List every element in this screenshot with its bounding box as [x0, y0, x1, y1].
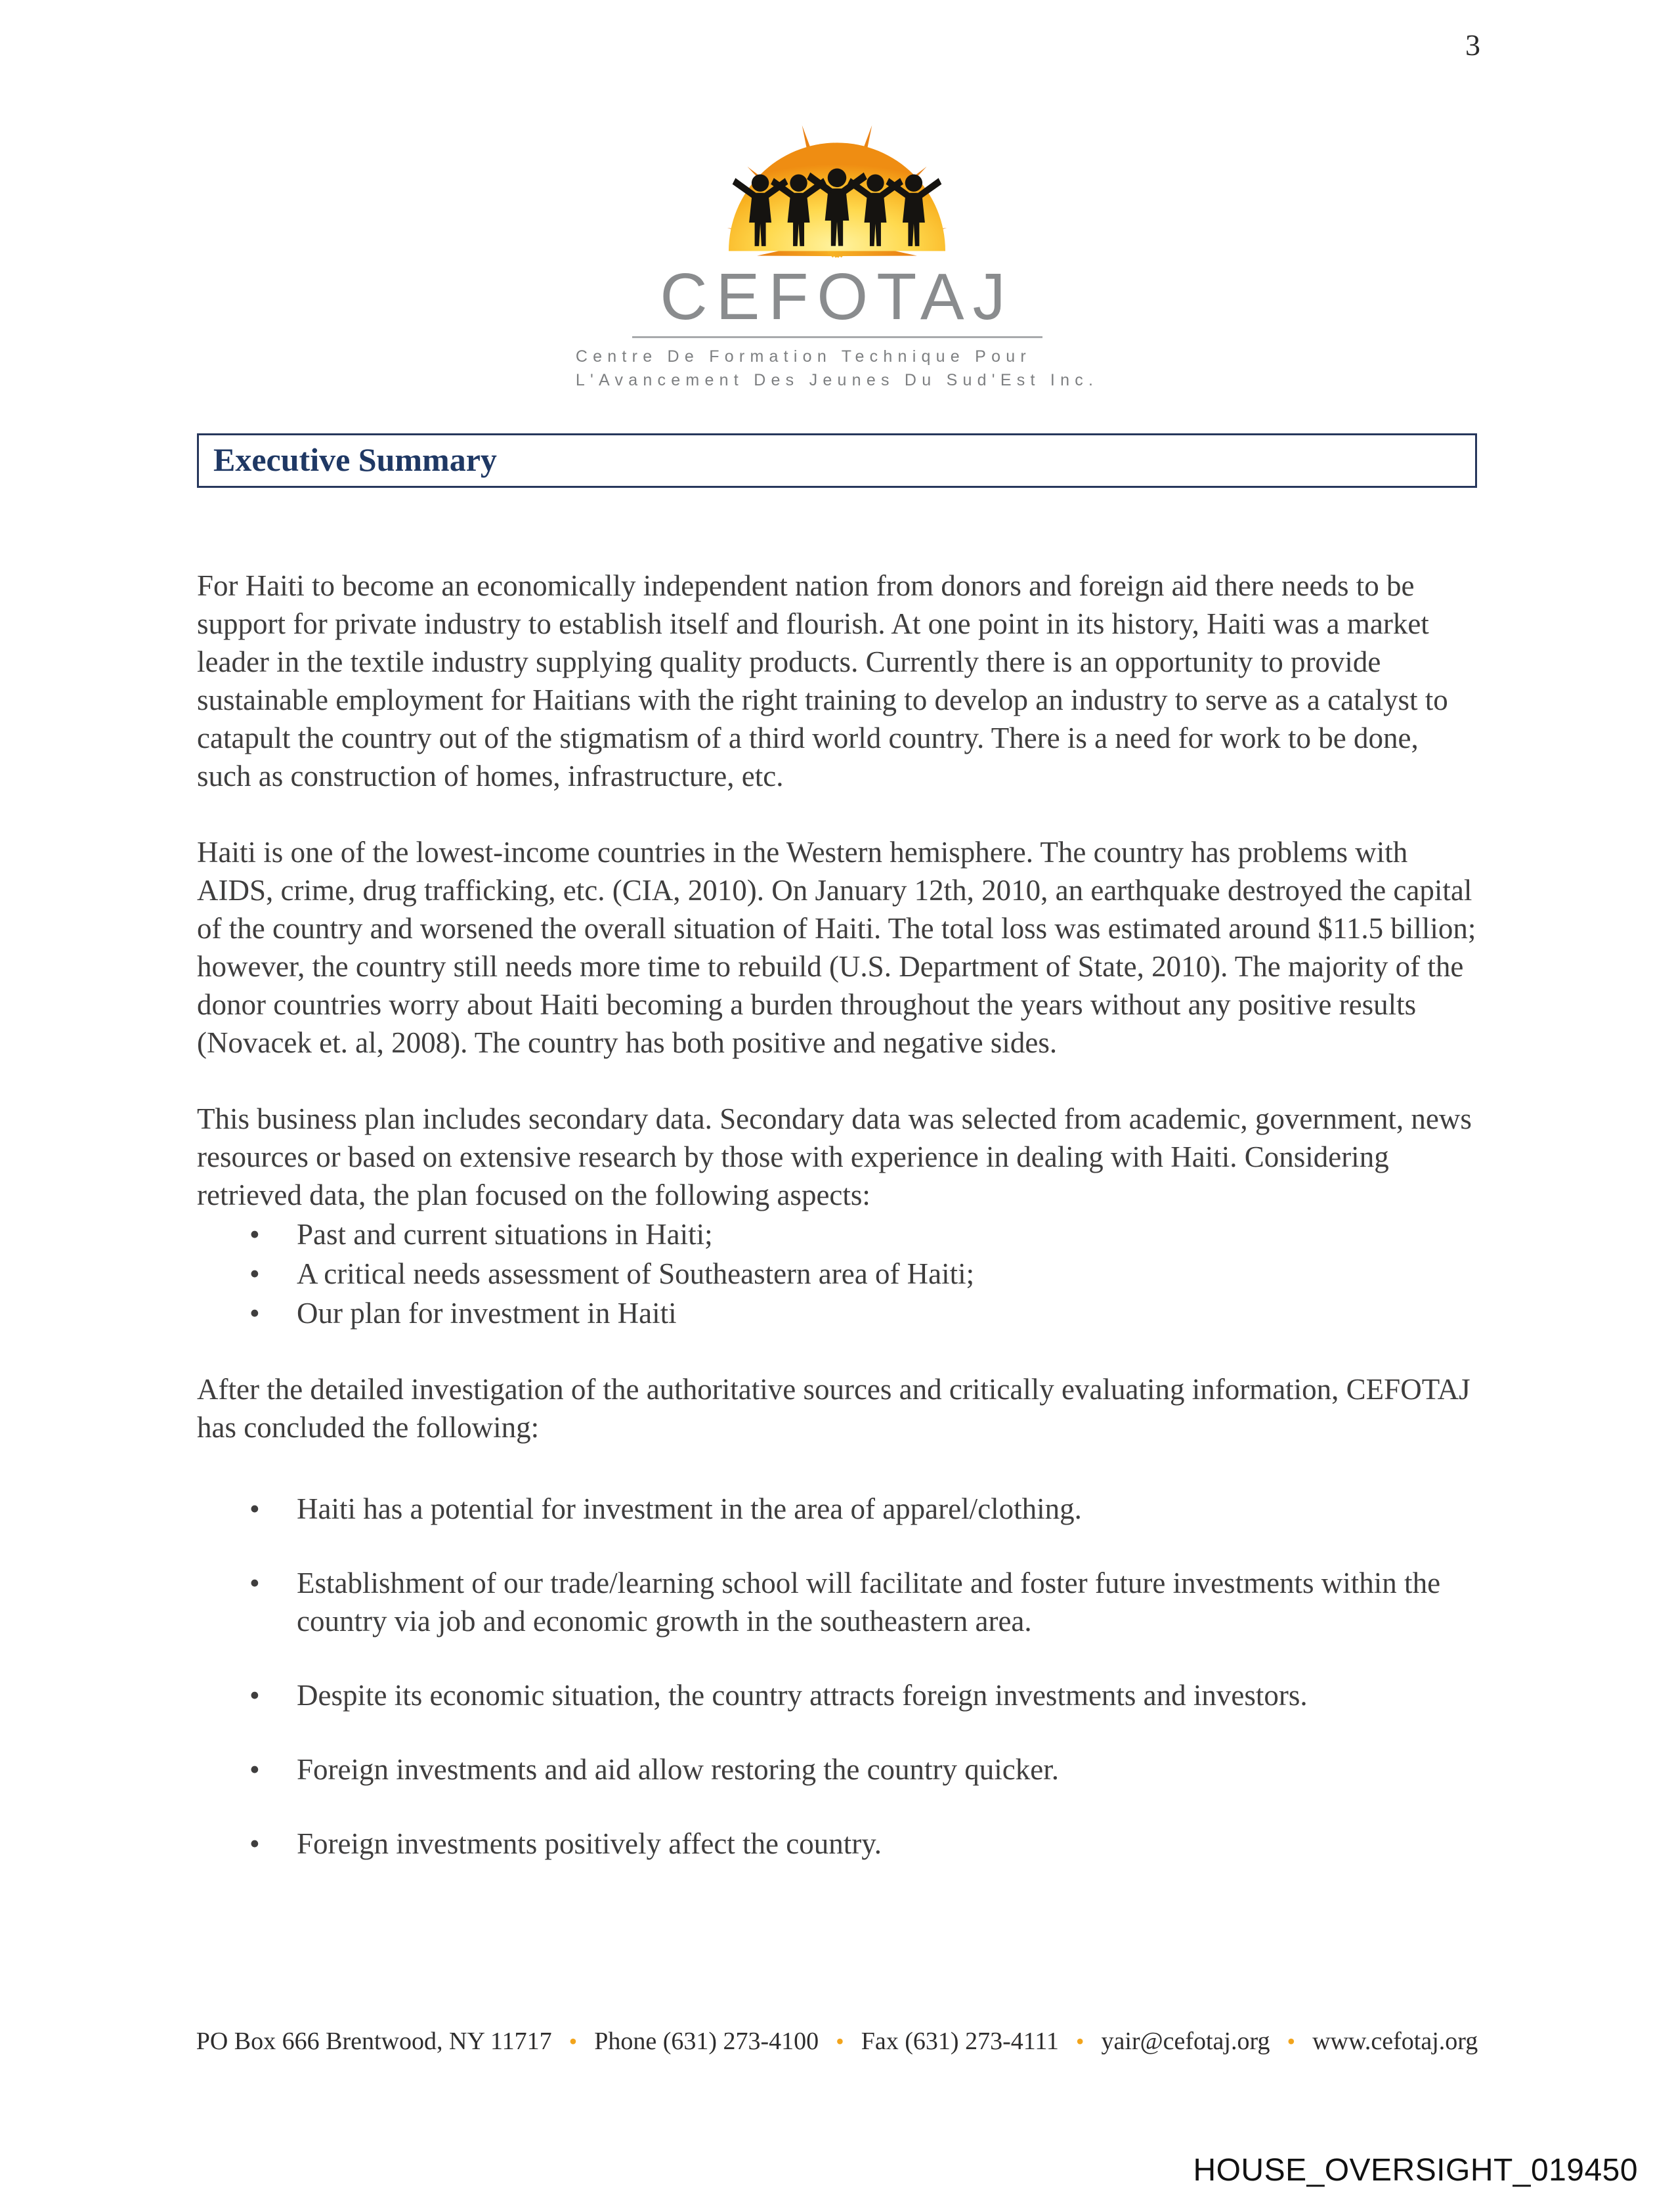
page-content — [0, 433, 1674, 1863]
list-item-text: Establishment of our trade/learning school will facilitate and foster future investments within the country via job and economic growth in the southeastern area. — [297, 1566, 1441, 1637]
bullet-icon: • — [249, 1492, 260, 1525]
footer-fax: Fax (631) 273-4111 — [861, 2028, 1059, 2055]
list-item-text: Despite its economic situation, the country attracts foreign investments and investors. — [297, 1678, 1308, 1712]
footer-website: www.cefotaj.org — [1312, 2028, 1478, 2055]
body-text — [197, 567, 1477, 1863]
footer-separator-dot: • — [1075, 2028, 1084, 2054]
footer-phone: Phone (631) 273-4100 — [594, 2028, 819, 2055]
oversight-stamp: HOUSE_OVERSIGHT_019450 — [1193, 2153, 1638, 2188]
logo-divider — [632, 336, 1042, 338]
paragraph-haiti-situation: Haiti is one of the lowest-income countries in the Western hemisphere. The country has problems with AIDS, crime, drug trafficking, etc. (CIA, 2010). On January 12th, 2010, an earthquake destroyed the capital of the country and worsened the overall situation of Haiti. The total loss was estimated around $11.5 billion; however, the country still needs more time to rebuild (U.S. Department of State, 2010). The majority of the donor countries worry about Haiti becoming a burden throughout the years without any positive results (Novacek et. al, 2008). The country has both positive and negative sides. — [197, 835, 1476, 1059]
footer-separator-dot: • — [836, 2028, 844, 2054]
bullet-icon: • — [249, 1678, 260, 1712]
sunburst-people-icon — [620, 53, 1054, 263]
list-item — [249, 1255, 1477, 1293]
logo-tagline-line2: L'Avancement Des Jeunes Du Sud'Est Inc. — [575, 371, 1099, 390]
list-item-text: Foreign investments and aid allow restoring the country quicker. — [297, 1752, 1059, 1786]
footer-email: yair@cefotaj.org — [1101, 2028, 1270, 2055]
list-item — [249, 1676, 1477, 1714]
list-item — [249, 1294, 1477, 1332]
logo — [0, 53, 1674, 393]
list-item — [249, 1750, 1477, 1789]
paragraph-plan-data: This business plan includes secondary data. Secondary data was selected from academic, government, news resources or based on extensive research by those with experience in dealing with Haiti. Considering retrieved data, the plan focused on the following aspects: — [197, 1102, 1472, 1211]
logo-wordmark: CEFOTAJ — [660, 260, 1014, 334]
list-item — [249, 1564, 1477, 1640]
logo-inner — [576, 53, 1098, 393]
list-item-text: A critical needs assessment of Southeastern area of Haiti; — [297, 1257, 975, 1290]
bullet-icon: • — [249, 1566, 260, 1599]
bullet-icon: • — [249, 1752, 260, 1786]
footer-address: PO Box 666 Brentwood, NY 11717 — [196, 2028, 552, 2055]
section-heading-box — [197, 433, 1477, 488]
list-item — [249, 1490, 1477, 1528]
aspects-list — [197, 1215, 1477, 1332]
list-item-text: Our plan for investment in Haiti — [297, 1296, 677, 1330]
footer-contact — [0, 2027, 1674, 2056]
bullet-icon: • — [249, 1296, 260, 1330]
footer-separator-dot: • — [1287, 2028, 1296, 2054]
paragraph-conclusions-intro: After the detailed investigation of the authoritative sources and critically evaluating information, CEFOTAJ has concluded the following: — [197, 1372, 1470, 1444]
bullet-icon: • — [249, 1257, 260, 1290]
paragraph-intro: For Haiti to become an economically independent nation from donors and foreign aid there needs to be support for private industry to establish itself and flourish. At one point in its history, Haiti was a market leader in the textile industry supplying quality products. Currently there is an opportunity to provide sustainable employment for Haitians with the right training to develop an industry to serve as a catalyst to catapult the country out of the stigmatism of a third world country. There is a need for work to be done, such as construction of homes, infrastructure, etc. — [197, 569, 1448, 792]
logo-tagline-line1: Centre De Formation Technique Pour — [575, 347, 1031, 366]
list-item-text: Haiti has a potential for investment in the area of apparel/clothing. — [297, 1492, 1082, 1525]
list-item — [249, 1825, 1477, 1863]
logo-tagline — [576, 345, 1098, 393]
page-number: 3 — [1465, 28, 1480, 62]
bullet-icon: • — [249, 1217, 260, 1251]
list-item-text: Past and current situations in Haiti; — [297, 1217, 713, 1251]
section-heading: Executive Summary — [213, 441, 497, 478]
bullet-icon: • — [249, 1827, 260, 1860]
list-item — [249, 1215, 1477, 1253]
list-item-text: Foreign investments positively affect the country. — [297, 1827, 882, 1860]
conclusions-list — [197, 1490, 1477, 1863]
footer-separator-dot: • — [569, 2028, 578, 2054]
